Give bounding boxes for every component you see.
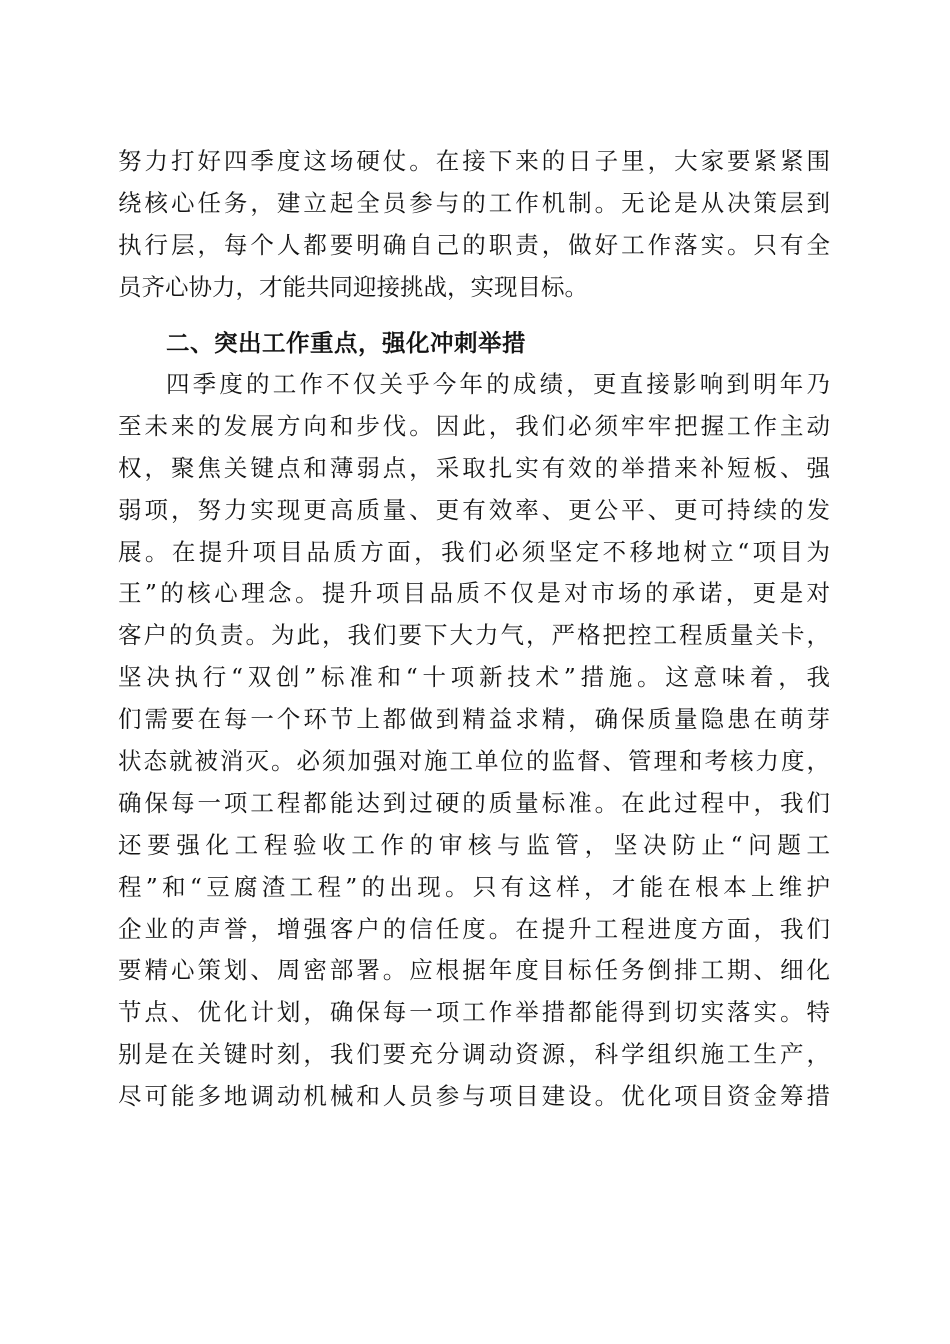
paragraph-line: 要精心策划、周密部署。应根据年度目标任务倒排工期、细化 <box>118 956 830 985</box>
paragraph-line: 企业的声誉，增强客户的信任度。在提升工程进度方面，我们 <box>118 914 830 943</box>
paragraph-line: 节点、优化计划，确保每一项工作举措都能得到切实落实。特 <box>118 998 830 1027</box>
paragraph-line: 权，聚焦关键点和薄弱点，采取扎实有效的举措来补短板、强 <box>118 453 830 482</box>
paragraph-line: 确保每一项工程都能达到过硬的质量标准。在此过程中，我们 <box>118 788 830 817</box>
paragraph-line: 别是在关键时刻，我们要充分调动资源，科学组织施工生产， <box>118 1040 830 1069</box>
paragraph-line: 状态就被消灭。必须加强对施工单位的监督、管理和考核力度， <box>118 747 830 776</box>
paragraph-1 <box>118 141 830 309</box>
paragraph-line: 绕核心任务，建立起全员参与的工作机制。无论是从决策层到 <box>118 188 830 217</box>
paragraph-2 <box>118 364 830 1118</box>
paragraph-line: 还要强化工程验收工作的审核与监管，坚决防止“问题工 <box>118 830 830 859</box>
paragraph-line: 弱项，努力实现更高质量、更有效率、更公平、更可持续的发 <box>118 495 830 524</box>
paragraph-line: 客户的负责。为此，我们要下大力气，严格把控工程质量关卡， <box>118 621 830 650</box>
paragraph-line: 努力打好四季度这场硬仗。在接下来的日子里，大家要紧紧围 <box>118 147 830 175</box>
paragraph-line: 坚决执行“双创”标准和“十项新技术”措施。这意味着，我 <box>118 663 830 692</box>
paragraph-line: 们需要在每一个环节上都做到精益求精，确保质量隐患在萌芽 <box>118 705 830 734</box>
paragraph-line: 至未来的发展方向和步伐。因此，我们必须牢牢把握工作主动 <box>118 411 830 440</box>
paragraph-line: 王”的核心理念。提升项目品质不仅是对市场的承诺，更是对 <box>118 579 830 608</box>
paragraph-line: 四季度的工作不仅关乎今年的成绩，更直接影响到明年乃 <box>166 370 830 398</box>
paragraph-line: 尽可能多地调动机械和人员参与项目建设。优化项目资金筹措 <box>118 1082 830 1111</box>
paragraph-line: 程”和“豆腐渣工程”的出现。只有这样，才能在根本上维护 <box>118 872 830 901</box>
paragraph-line: 执行层，每个人都要明确自己的职责，做好工作落实。只有全 <box>118 230 830 259</box>
paragraph-line: 展。在提升项目品质方面，我们必须坚定不移地树立“项目为 <box>118 537 830 566</box>
paragraph-line: 员齐心协力，才能共同迎接挑战，实现目标。 <box>118 272 588 301</box>
section-heading: 二、突出工作重点，强化冲刺举措 <box>166 329 526 357</box>
